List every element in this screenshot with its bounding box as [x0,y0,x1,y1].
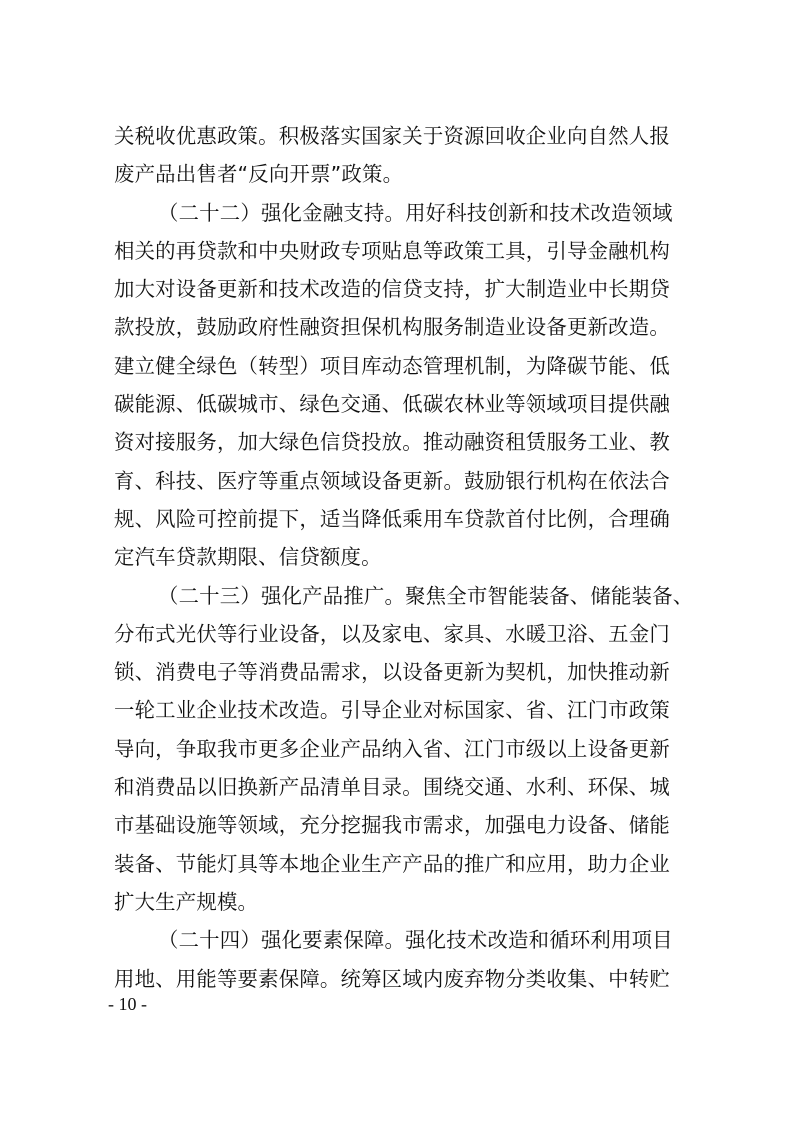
paragraph-start-line: （二十三）强化产品推广。聚焦全市智能装备、储能装备、 [158,583,694,608]
text-line: 育、科技、医疗等重点领域设备更新。鼓励银行机构在依法合 [114,468,670,493]
paragraph-start-line: （二十四）强化要素保障。强化技术改造和循环利用项目 [158,928,673,953]
text-line: 扩大生产规模。 [114,889,259,914]
text-line: 资对接服务，加大绿色信贷投放。推动融资租赁服务工业、教 [114,430,670,455]
text-line: 相关的再贷款和中央财政专项贴息等政策工具，引导金融机构 [114,238,670,263]
text-line: 款投放，鼓励政府性融资担保机构服务制造业设备更新改造。 [114,315,670,340]
text-line: 定汽车贷款期限、信贷额度。 [114,545,382,570]
text-line: 锁、消费电子等消费品需求，以设备更新为契机，加快推动新 [114,660,670,685]
text-line: 导向，争取我市更多企业产品纳入省、江门市级以上设备更新 [114,736,670,761]
text-line: 碳能源、低碳城市、绿色交通、低碳农林业等领域项目提供融 [114,392,670,417]
body-text [114,117,694,998]
text-line: 加大对设备更新和技术改造的信贷支持，扩大制造业中长期贷 [114,277,670,302]
text-line: 分布式光伏等行业设备，以及家电、家具、水暖卫浴、五金门 [114,621,670,646]
text-line: 规、风险可控前提下，适当降低乘用车贷款首付比例，合理确 [114,506,670,531]
paragraph-start-line: （二十二）强化金融支持。用好科技创新和技术改造领域 [158,200,673,225]
text-line: 关税收优惠政策。积极落实国家关于资源回收企业向自然人报 [114,124,670,148]
text-line: 市基础设施等领域，充分挖掘我市需求，加强电力设备、储能 [114,813,670,838]
page-number: - 10 - [108,994,147,1014]
text-line: 用地、用能等要素保障。统筹区域内废弃物分类收集、中转贮 [114,966,670,991]
text-line: 废产品出售者“反向开票”政策。 [114,162,404,187]
text-line: 一轮工业企业技术改造。引导企业对标国家、省、江门市政策 [114,698,670,723]
text-line: 和消费品以旧换新产品清单目录。围绕交通、水利、环保、城 [114,775,670,800]
text-line: 装备、节能灯具等本地企业生产产品的推广和应用，助力企业 [114,851,670,876]
text-line: 建立健全绿色（转型）项目库动态管理机制，为降碳节能、低 [114,353,670,378]
